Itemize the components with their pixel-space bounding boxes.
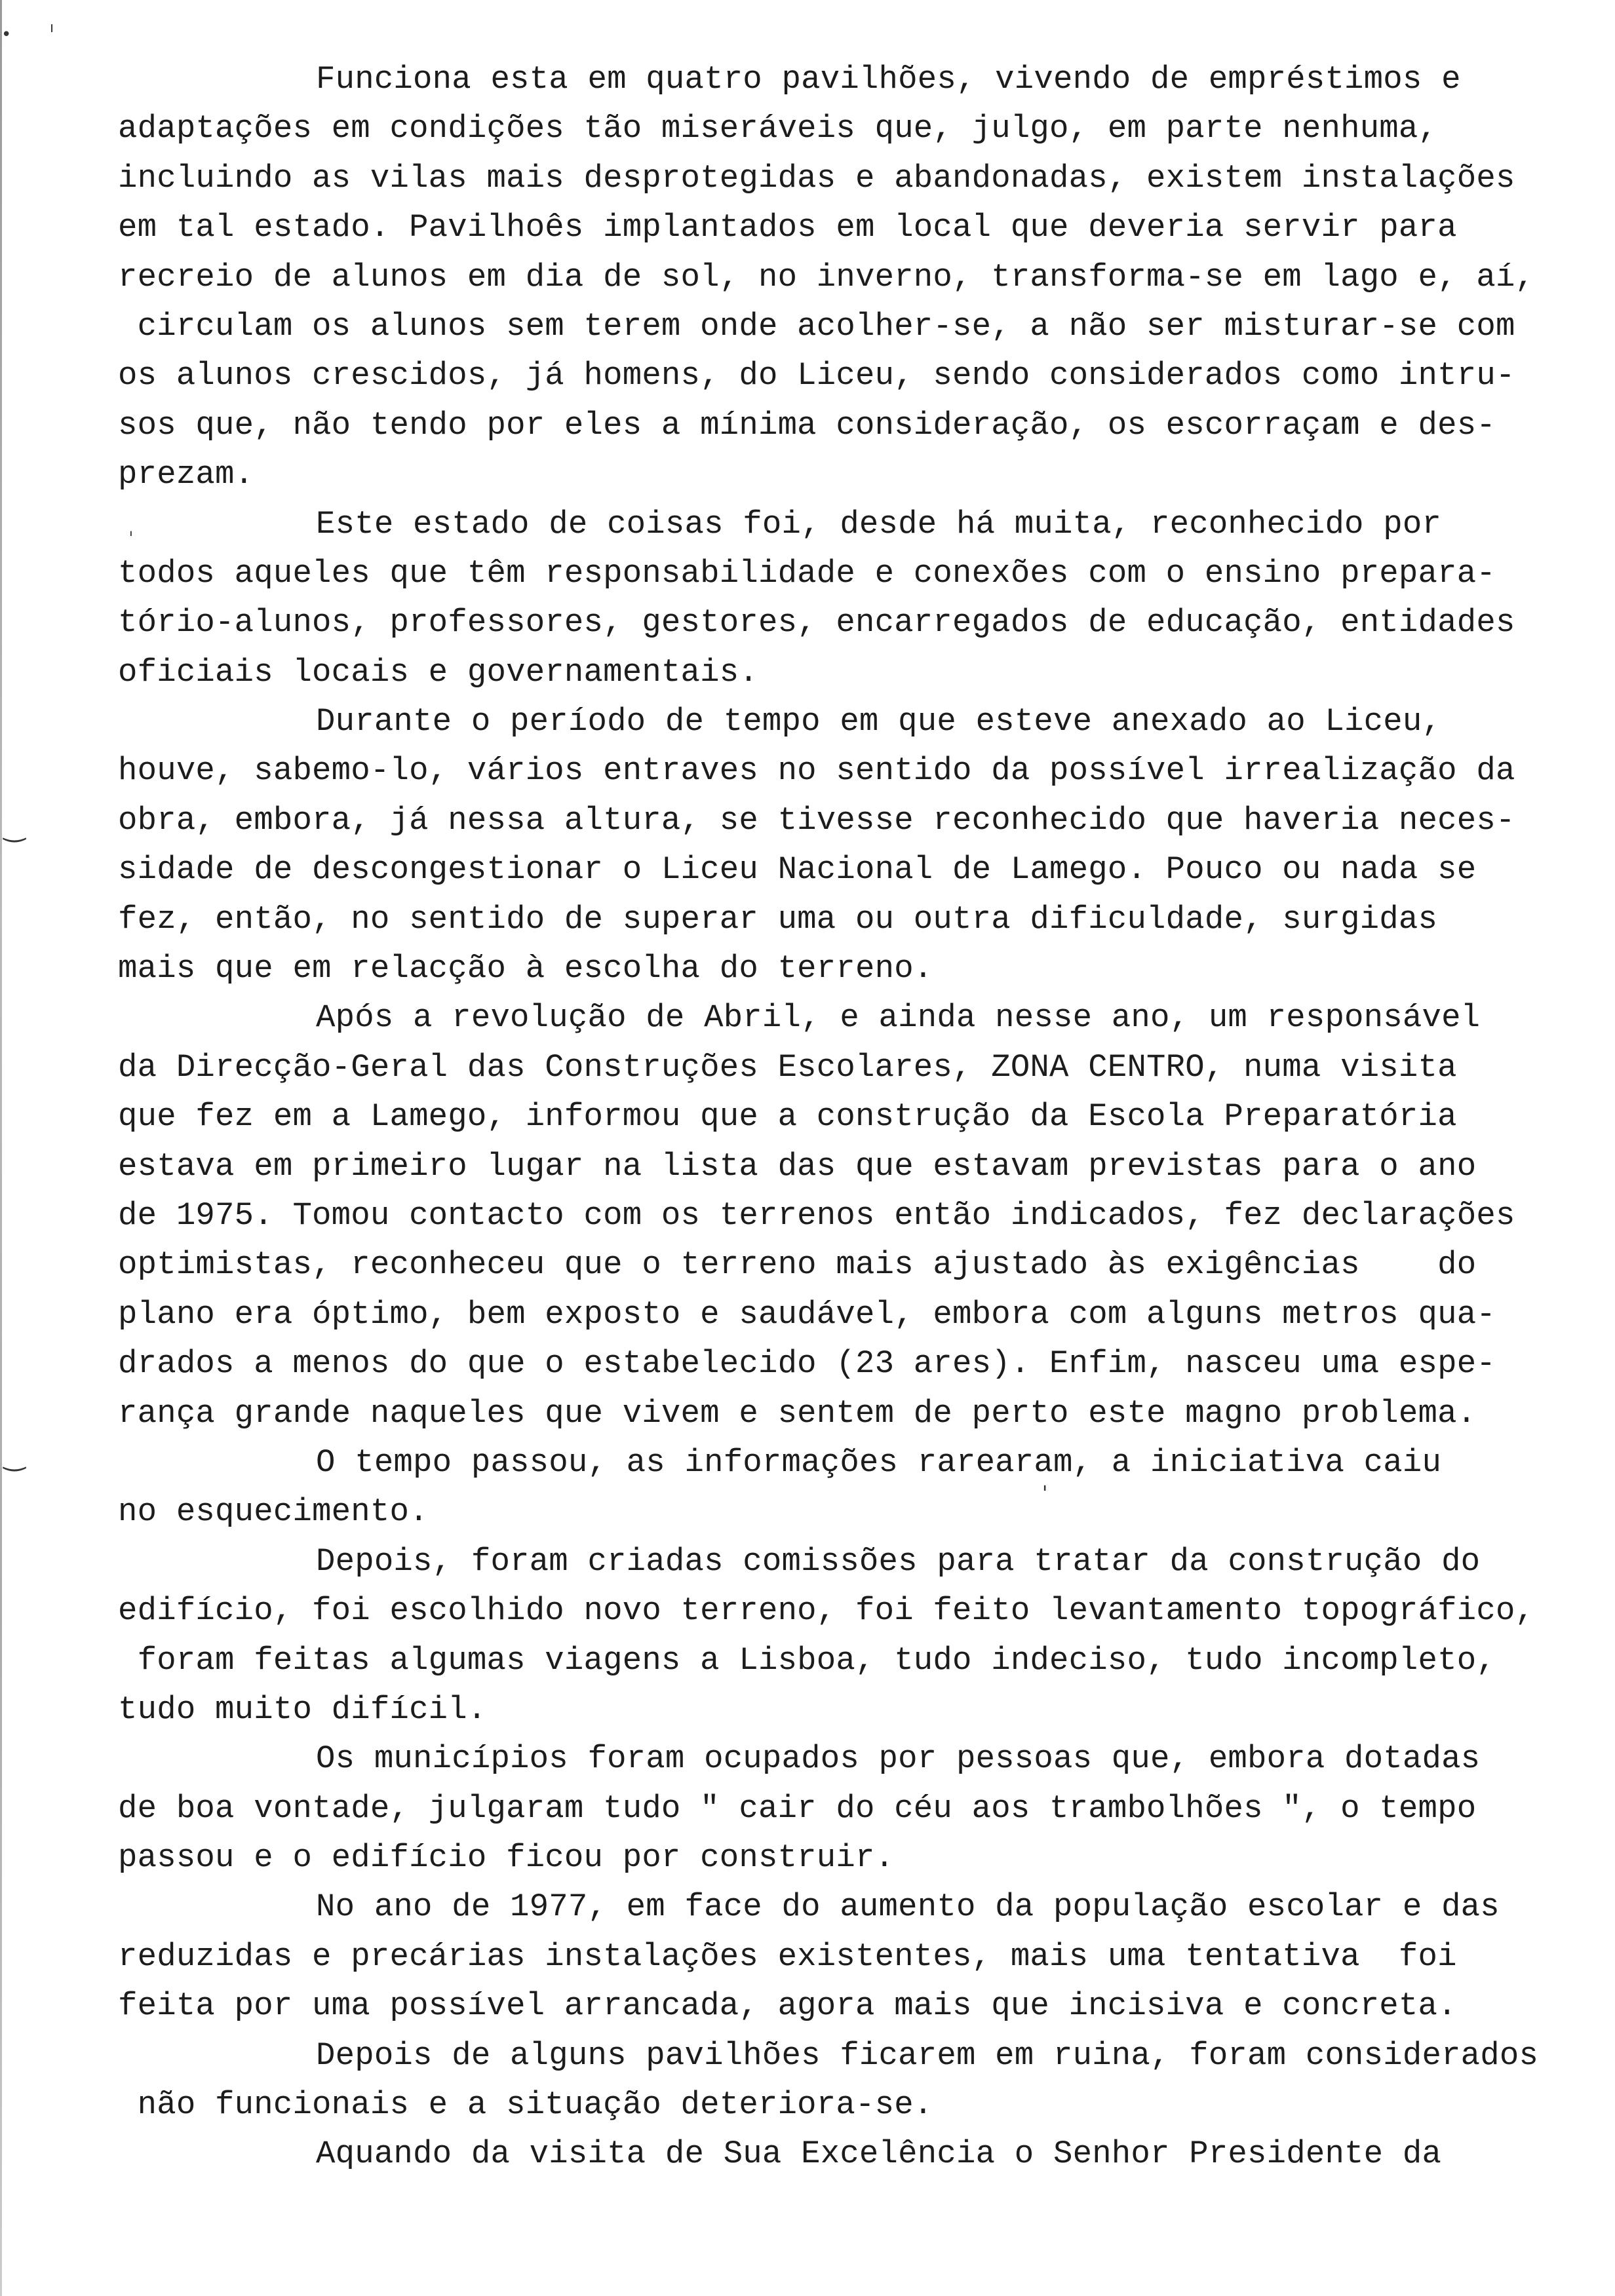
text-line: optimistas, reconheceu que o terreno mais ajustado às exigências do (118, 1246, 1477, 1284)
text-line: em tal estado. Pavilhoês implantados em local que deveria servir para (118, 209, 1457, 246)
text-line: recreio de alunos em dia de sol, no inverno, transforma-se em lago e, aí, (118, 258, 1535, 296)
text-line: oficiais locais e governamentais. (118, 653, 758, 691)
text-line: drados a menos do que o estabelecido (23 ares). Enfim, nasceu uma espe- (118, 1345, 1496, 1383)
text-line: sos que, não tendo por eles a mínima consideração, os escorraçam e des- (118, 406, 1496, 444)
text-line: de boa vontade, julgaram tudo " cair do céu aos trambolhões ", o tempo (118, 1789, 1477, 1827)
text-line: estava em primeiro lugar na lista das que estavam previstas para o ano (118, 1147, 1477, 1185)
text-line: tório-alunos, professores, gestores, encarregados de educação, entidades (118, 604, 1515, 641)
text-line: foram feitas algumas viagens a Lisboa, tudo indeciso, tudo incompleto, (118, 1641, 1496, 1679)
text-line: reduzidas e precárias instalações existentes, mais uma tentativa foi (118, 1938, 1457, 1975)
text-line: edifício, foi escolhido novo terreno, foi feito levantamento topográfico, (118, 1592, 1535, 1630)
text-line: sidade de descongestionar o Liceu Nacional de Lamego. Pouco ou nada se (118, 851, 1477, 889)
scan-edge-line (0, 0, 2, 2296)
text-line: adaptações em condições tão miseráveis que, julgo, em parte nenhuma, (118, 110, 1438, 147)
scan-mark-top: • (1, 25, 12, 45)
margin-bracket-mark-2: ‿ (4, 1442, 26, 1472)
text-line: No ano de 1977, em face do aumento da população escolar e das (316, 1888, 1500, 1926)
text-line: Após a revolução de Abril, e ainda nesse ano, um responsável (316, 999, 1481, 1037)
text-line: incluindo as vilas mais desprotegidas e abandonadas, existem instalações (118, 159, 1515, 197)
text-line: de 1975. Tomou contacto com os terrenos então indicados, fez declarações (118, 1196, 1515, 1234)
text-line: Funciona esta em quatro pavilhões, vivendo de empréstimos e (316, 61, 1461, 98)
text-line: mais que em relacção à escolha do terreno. (118, 950, 933, 987)
text-line: todos aqueles que têm responsabilidade e conexões com o ensino prepara- (118, 554, 1496, 592)
text-line: plano era óptimo, bem exposto e saudável, embora com alguns metros qua- (118, 1295, 1496, 1333)
text-line: prezam. (118, 456, 254, 493)
margin-bracket-mark-1: ‿ (4, 813, 26, 843)
scan-mark-speck: ' (1042, 1482, 1048, 1505)
text-line: feita por uma possível arrancada, agora mais que incisiva e concreta. (118, 1987, 1457, 2025)
text-line: obra, embora, já nessa altura, se tivesse reconhecido que haveria neces- (118, 801, 1515, 839)
text-line: houve, sabemo-lo, vários entraves no sentido da possível irrealização da (118, 752, 1515, 790)
text-line: passou e o edifício ficou por construir. (118, 1839, 895, 1877)
text-line: O tempo passou, as informações rarearam, a iniciativa caiu (316, 1444, 1442, 1481)
text-line: fez, então, no sentido de superar uma ou outra dificuldade, surgidas (118, 900, 1438, 938)
scan-mark-mid: ˌ (128, 516, 134, 538)
text-line: não funcionais e a situação deteriora-se. (118, 2086, 933, 2124)
text-line: tudo muito difícil. (118, 1691, 487, 1728)
text-line: Depois, foram criadas comissões para tratar da construção do (316, 1542, 1481, 1580)
text-line: Depois de alguns pavilhões ficarem em ruina, foram considerados (316, 2037, 1539, 2074)
text-line: Este estado de coisas foi, desde há muita, reconhecido por (316, 505, 1442, 543)
text-line: Durante o período de tempo em que esteve anexado ao Liceu, (316, 703, 1442, 740)
text-line: que fez em a Lamego, informou que a construção da Escola Preparatória (118, 1098, 1457, 1136)
text-line: da Direcção-Geral das Construções Escolares, ZONA CENTRO, numa visita (118, 1048, 1457, 1086)
text-line: os alunos crescidos, já homens, do Liceu, sendo considerados como intru- (118, 357, 1515, 394)
text-line: no esquecimento. (118, 1493, 429, 1531)
text-line: Aquando da visita de Sua Excelência o Senhor Presidente da (316, 2135, 1442, 2173)
text-line: circulam os alunos sem terem onde acolher-se, a não ser misturar-se com (118, 307, 1515, 345)
text-line: Os municípios foram ocupados por pessoas que, embora dotadas (316, 1740, 1481, 1778)
scan-mark-top-small: ı (50, 20, 54, 36)
document-body-text (118, 55, 1560, 2179)
text-line: rança grande naqueles que vivem e sentem de perto este magno problema. (118, 1394, 1477, 1432)
